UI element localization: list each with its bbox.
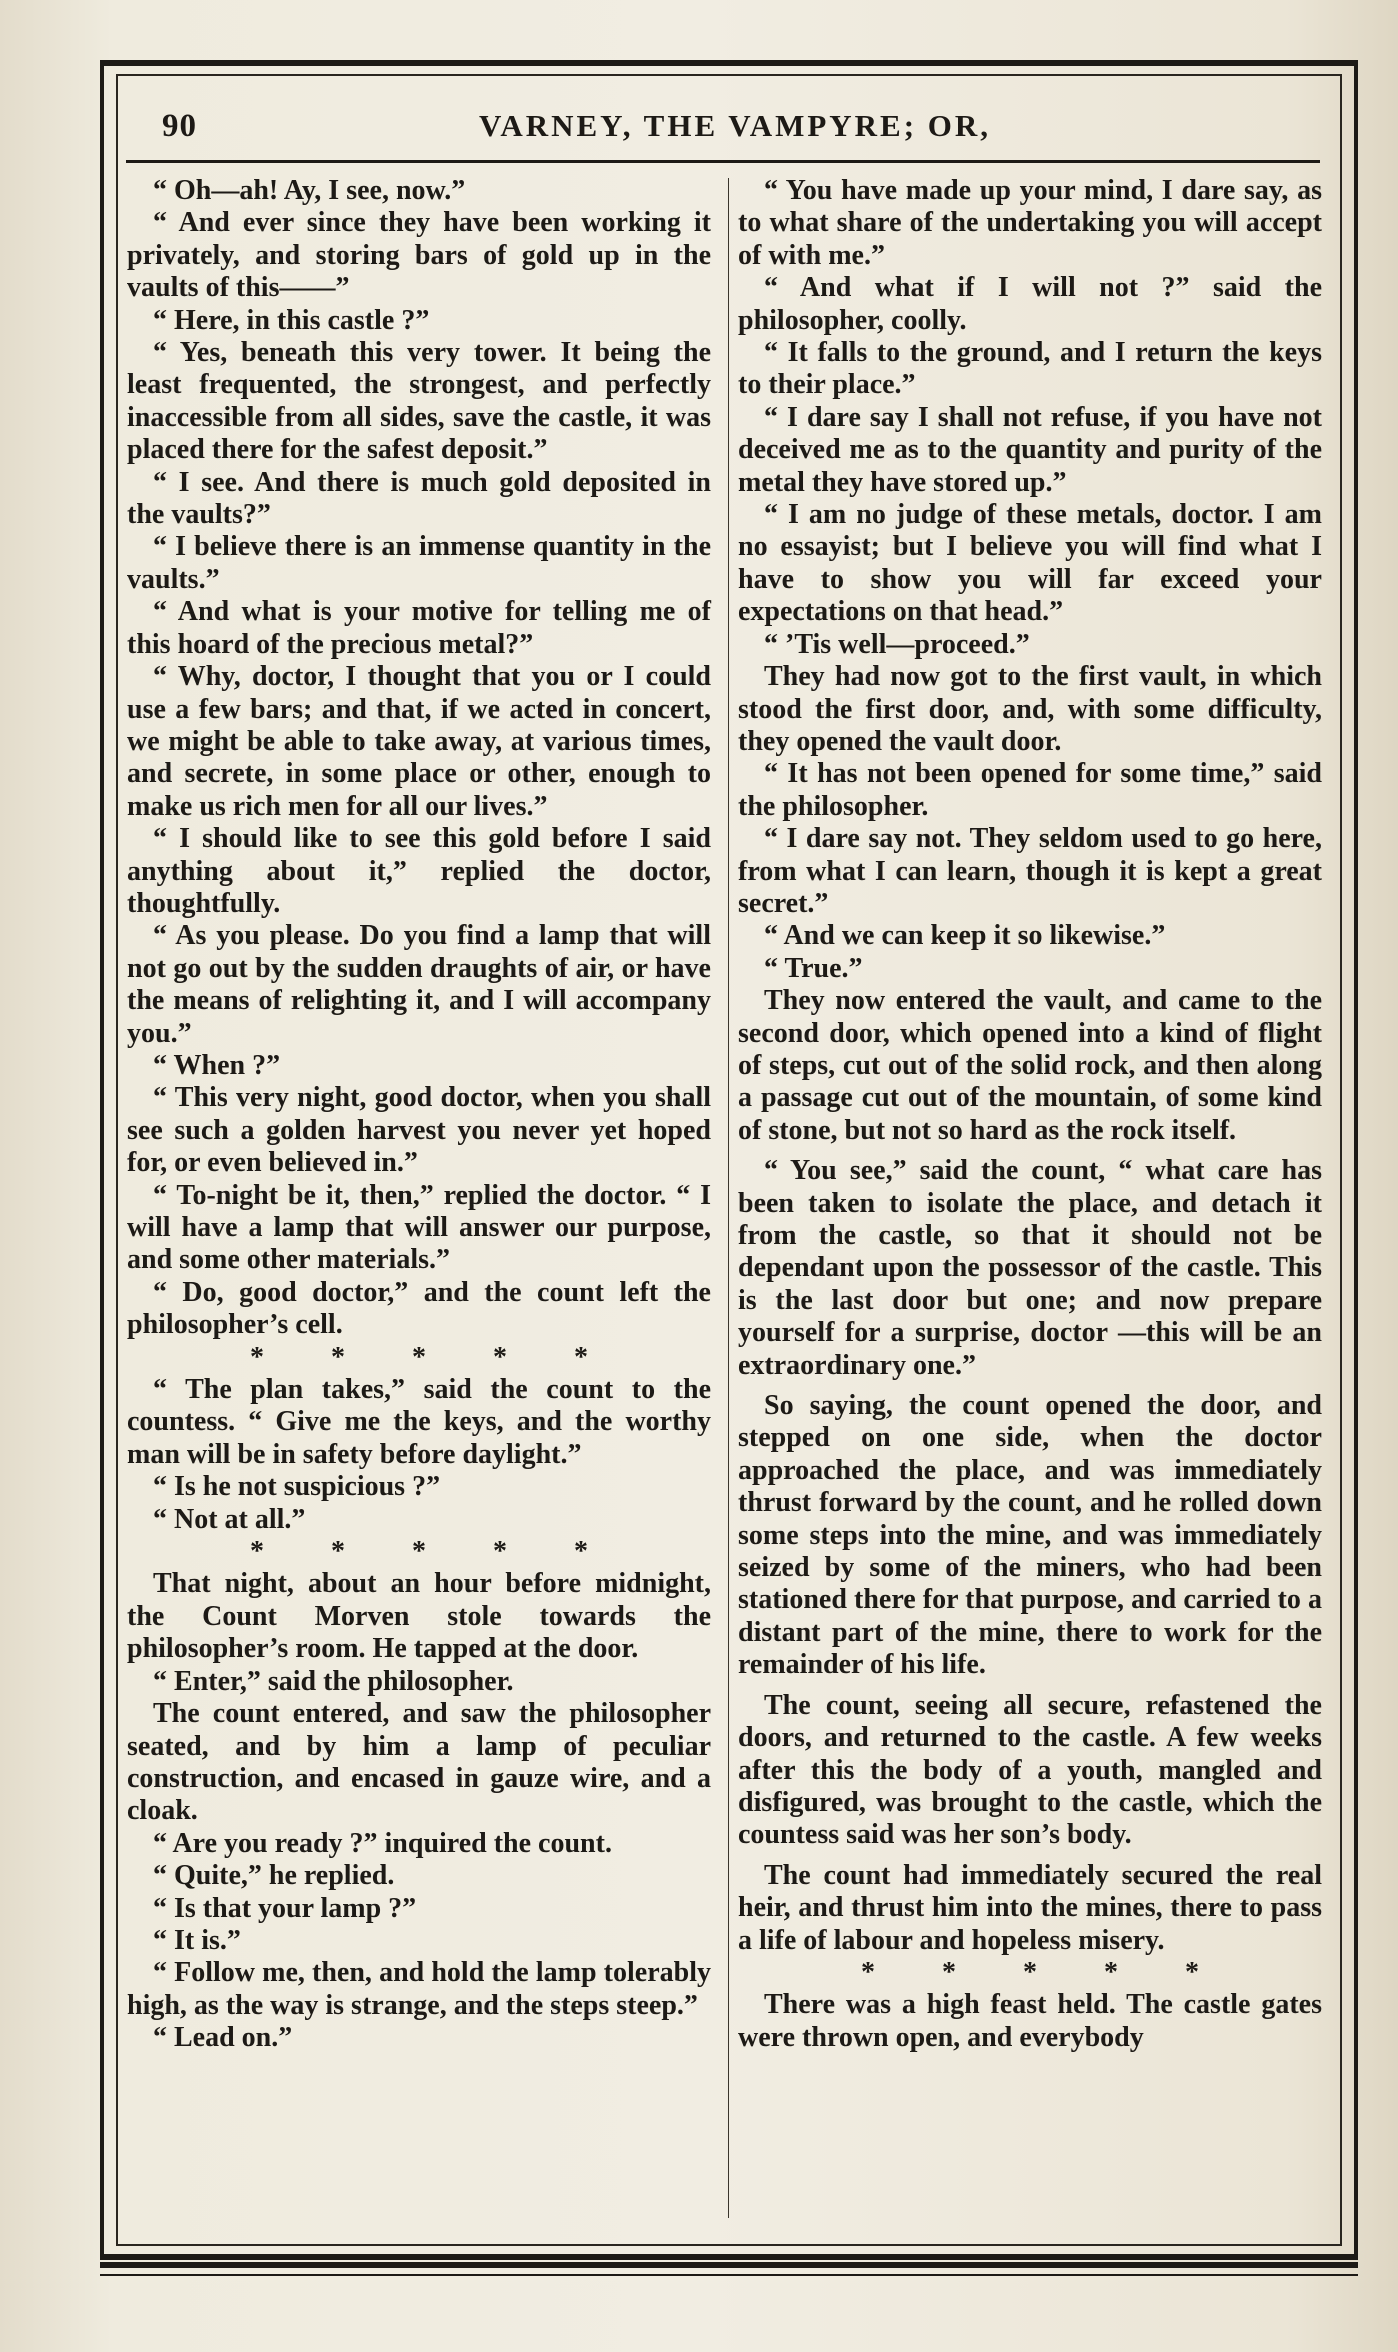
paragraph: “ To-night be it, then,” replied the doctor. “ I will have a lamp that will answer our purpose, and some other materials.”	[127, 1179, 711, 1276]
paragraph: “ Follow me, then, and hold the lamp tolerably high, as the way is strange, and the steps steep.”	[127, 1957, 711, 2021]
paragraph: “ It has not been opened for some time,” said the philosopher.	[738, 758, 1322, 822]
header-rule	[126, 160, 1320, 163]
paragraph: “ Is that your lamp ?”	[153, 1892, 417, 1924]
left-column	[127, 175, 711, 2055]
page-header	[140, 100, 1330, 160]
paragraph: “ Are you ready ?” inquired the count.	[153, 1827, 612, 1859]
paragraph: “ It falls to the ground, and I return the keys to their place.”	[738, 337, 1322, 401]
paragraph: There was a high feast held. The castle gates were thrown open, and everybody	[738, 1989, 1322, 2053]
running-title: VARNEY, THE VAMPYRE; OR,	[478, 108, 992, 143]
paragraph: “ Lead on.”	[153, 2022, 293, 2054]
paragraph: “ And ever since they have been working it privately, and storing bars of gold up in the vaults of this——”	[127, 207, 711, 304]
paragraph: “ The plan takes,” said the count to the countess. “ Give me the keys, and the worthy man will be in safety before daylight.”	[127, 1374, 711, 1470]
paragraph: “ Enter,” said the philosopher.	[153, 1665, 514, 1697]
paragraph: “ True.”	[764, 952, 863, 984]
paragraph: “ You have made up your mind, I dare say, as to what share of the undertaking you will accept of with me.”	[738, 175, 1322, 271]
section-break: * * * * *	[861, 1956, 1199, 1988]
paragraph: “ It is.”	[153, 1924, 241, 1956]
paragraph: “ Why, doctor, I thought that you or I could use a few bars; and that, if we acted in concert, we might be able to take away, at various times, and secrete, in some place or other, enough to make us rich men for all our lives.”	[127, 661, 711, 822]
column-divider	[728, 178, 729, 2218]
paragraph: “ I believe there is an immense quantity in the vaults.”	[127, 531, 711, 595]
paragraph: They had now got to the first vault, in which stood the first door, and, with some difficulty, they opened the vault door.	[738, 661, 1322, 757]
paragraph: “ Here, in this castle ?”	[153, 304, 430, 336]
section-break: * * * * *	[250, 1341, 588, 1373]
paragraph: “ As you please. Do you find a lamp that will not go out by the sudden draughts of air, or have the means of relighting it, and I will accompany you.”	[127, 920, 711, 1049]
paragraph: The count had immediately secured the real heir, and thrust him into the mines, there to pass a life of labour and hopeless misery.	[738, 1859, 1322, 1956]
paragraph: The count, seeing all secure, refastened the doors, and returned to the castle. A few weeks after this the body of a youth, mangled and disfigured, was brought to the castle, which the countess said was her son’s body.	[738, 1689, 1322, 1851]
paragraph: “ I dare say not. They seldom used to go here, from what I can learn, though it is kept a great secret.”	[738, 823, 1322, 919]
paragraph: “ Quite,” he replied.	[153, 1860, 395, 1892]
paragraph: “ You see,” said the count, “ what care has been taken to isolate the place, and detach it from the castle, so that it should not be dependant upon the possessor of the castle. This is the last door but one; and now prepare yourself for a surprise, doctor —this will be an extraordinary one.”	[738, 1155, 1322, 1381]
footer-rule-thin	[100, 2274, 1358, 2276]
paragraph: “ I dare say I shall not refuse, if you have not deceived me as to the quantity and purity of the metal they have stored up.”	[738, 401, 1322, 498]
paragraph: “ Oh—ah! Ay, I see, now.”	[153, 175, 466, 206]
right-column	[738, 175, 1322, 2054]
footer-rule	[100, 2262, 1358, 2268]
paragraph: They now entered the vault, and came to the second door, which opened into a kind of flight of steps, cut out of the solid rock, and then along a passage cut out of the mountain, of some kind of stone, but not so hard as the rock itself.	[738, 985, 1322, 1146]
paragraph: “ Not at all.”	[153, 1503, 306, 1535]
section-break: * * * * *	[250, 1536, 588, 1568]
paragraph: “ I should like to see this gold before I said anything about it,” replied the doctor, thoughtfully.	[127, 823, 711, 919]
paragraph: “ This very night, good doctor, when you shall see such a golden harvest you never yet hoped for, or even believed in.”	[127, 1082, 711, 1179]
paragraph: “ And what if I will not ?” said the philosopher, coolly.	[738, 272, 1322, 336]
paragraph: “ And we can keep it so likewise.”	[764, 920, 1166, 952]
paragraph: “ Yes, beneath this very tower. It being the least frequented, the strongest, and perfectly inaccessible from all sides, save the castle, it was placed there for the safest deposit.”	[127, 337, 711, 466]
page-number: 90	[162, 108, 197, 144]
paragraph: “ I am no judge of these metals, doctor. I am no essayist; but I believe you will find what I have to show you will far exceed your expectations on that head.”	[738, 499, 1322, 628]
paragraph: That night, about an hour before midnight, the Count Morven stole towards the philosopher’s room. He tapped at the door.	[127, 1568, 711, 1665]
paragraph: The count entered, and saw the philosopher seated, and by him a lamp of peculiar construction, and encased in gauze wire, and a cloak.	[127, 1698, 711, 1827]
paragraph: “ Is he not suspicious ?”	[153, 1471, 441, 1503]
paragraph: “ When ?”	[153, 1049, 281, 1081]
paragraph: “ I see. And there is much gold deposited in the vaults?”	[127, 466, 711, 531]
paragraph: So saying, the count opened the door, and stepped on one side, when the doctor approached the place, and was immediately thrust forward by the count, and he rolled down some steps into the mine, and was immediately seized by some of the miners, who had been stationed there for that purpose, and carried to a distant part of the mine, there to work for the remainder of his life.	[738, 1390, 1322, 1681]
paragraph: “ And what is your motive for telling me of this hoard of the precious metal?”	[127, 596, 711, 660]
paragraph: “ Do, good doctor,” and the count left the philosopher’s cell.	[127, 1276, 711, 1341]
paragraph: “ ’Tis well—proceed.”	[764, 628, 1030, 660]
